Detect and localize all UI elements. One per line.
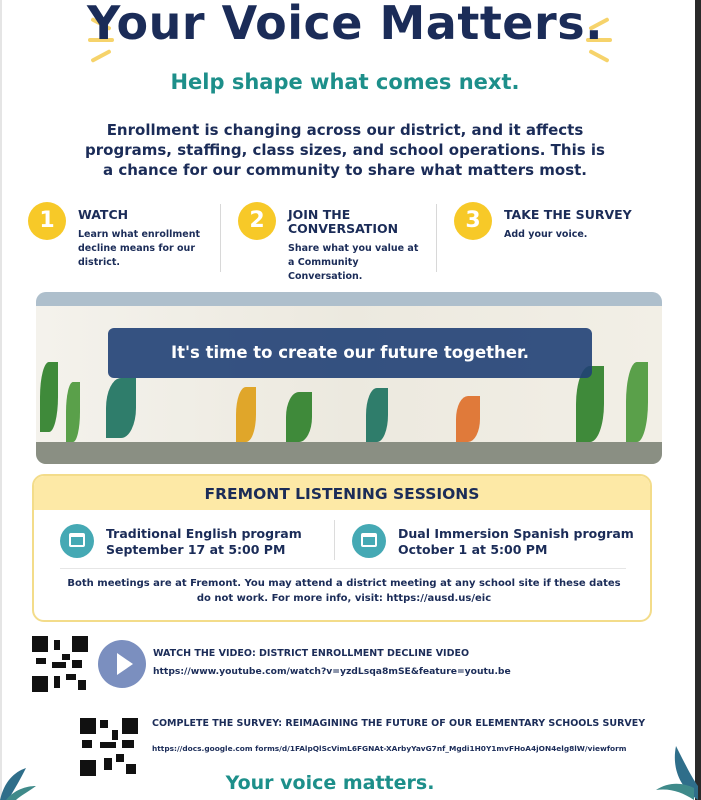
mural-leaf — [106, 378, 136, 438]
session-english — [60, 522, 320, 566]
sessions-note: Both meetings are at Fremont. You may attend a district meeting at any school site if these dates do not work. For more info, visit: https://ausd.us/eic — [67, 578, 621, 604]
session-date: September 17 at 5:00 PM — [106, 542, 286, 557]
step-title: JOIN THE CONVERSATION — [288, 207, 399, 236]
photo-banner: It's time to create our future together. — [108, 328, 592, 378]
step-number-badge: 2 — [238, 202, 276, 240]
session-date: October 1 at 5:00 PM — [398, 542, 548, 557]
mural-photo — [36, 292, 662, 464]
step-number-badge: 3 — [454, 202, 492, 240]
session-name: Dual Immersion Spanish program — [398, 526, 634, 541]
video-link-title: WATCH THE VIDEO: DISTRICT ENROLLMENT DECLINE VIDEO — [153, 648, 470, 659]
step-take-survey — [454, 200, 654, 280]
calendar-icon — [60, 524, 94, 558]
photo-ground — [36, 442, 662, 464]
step-divider — [220, 204, 221, 272]
mural-leaf — [66, 382, 80, 442]
left-border — [0, 0, 2, 800]
steps-row — [28, 200, 668, 280]
sessions-separator — [60, 568, 626, 569]
survey-link-url[interactable]: https://docs.google.com forms/d/1FAlpQlScVimL6FGNAt-XArbyYavG7nf_Mgdi1H0Y1mvFHoA4jON4elg8lW/viewform — [152, 744, 627, 753]
listening-sessions-card — [32, 474, 652, 622]
step-divider — [436, 204, 437, 272]
step-title: TAKE THE SURVEY — [504, 207, 632, 222]
step-join-conversation — [238, 200, 438, 280]
mural-leaf — [286, 392, 312, 442]
mural-leaf — [456, 396, 480, 442]
step-number-badge: 1 — [28, 202, 66, 240]
step-watch — [28, 200, 218, 280]
right-border — [695, 0, 701, 800]
page-subtitle: Help shape what comes next. — [170, 70, 520, 94]
qr-code-icon — [80, 718, 138, 776]
sessions-title: FREMONT LISTENING SESSIONS — [204, 485, 480, 503]
step-title: WATCH — [78, 207, 129, 222]
sessions-divider — [334, 520, 335, 560]
survey-link-title: COMPLETE THE SURVEY: REIMAGINING THE FUTURE OF OUR ELEMENTARY SCHOOLS SURVEY — [152, 718, 646, 729]
footer-tagline: Your voice matters. — [225, 772, 435, 794]
calendar-icon — [352, 524, 386, 558]
step-description: Share what you value at a Community Conversation. — [288, 243, 419, 282]
video-link-url[interactable]: https://www.youtube.com/watch?v=yzdLsqa8mSE&feature=youtu.be — [153, 666, 511, 677]
mural-leaf — [236, 387, 256, 442]
mural-leaf — [40, 362, 58, 432]
session-name: Traditional English program — [106, 526, 302, 541]
page-title: Your Voice Matters. — [86, 0, 604, 50]
intro-text: Enrollment is changing across our district, and it affects programs, staffing, class sizes, and school operations. This is a chance for our community to share what matters most. — [85, 121, 605, 179]
step-description: Add your voice. — [504, 229, 588, 240]
play-icon[interactable] — [98, 640, 146, 688]
mural-leaf — [366, 388, 388, 442]
mural-leaf — [626, 362, 648, 442]
session-spanish — [352, 522, 632, 566]
qr-code-icon — [32, 636, 88, 692]
step-description: Learn what enrollment decline means for our district. — [78, 229, 201, 268]
photo-sky — [36, 292, 662, 306]
